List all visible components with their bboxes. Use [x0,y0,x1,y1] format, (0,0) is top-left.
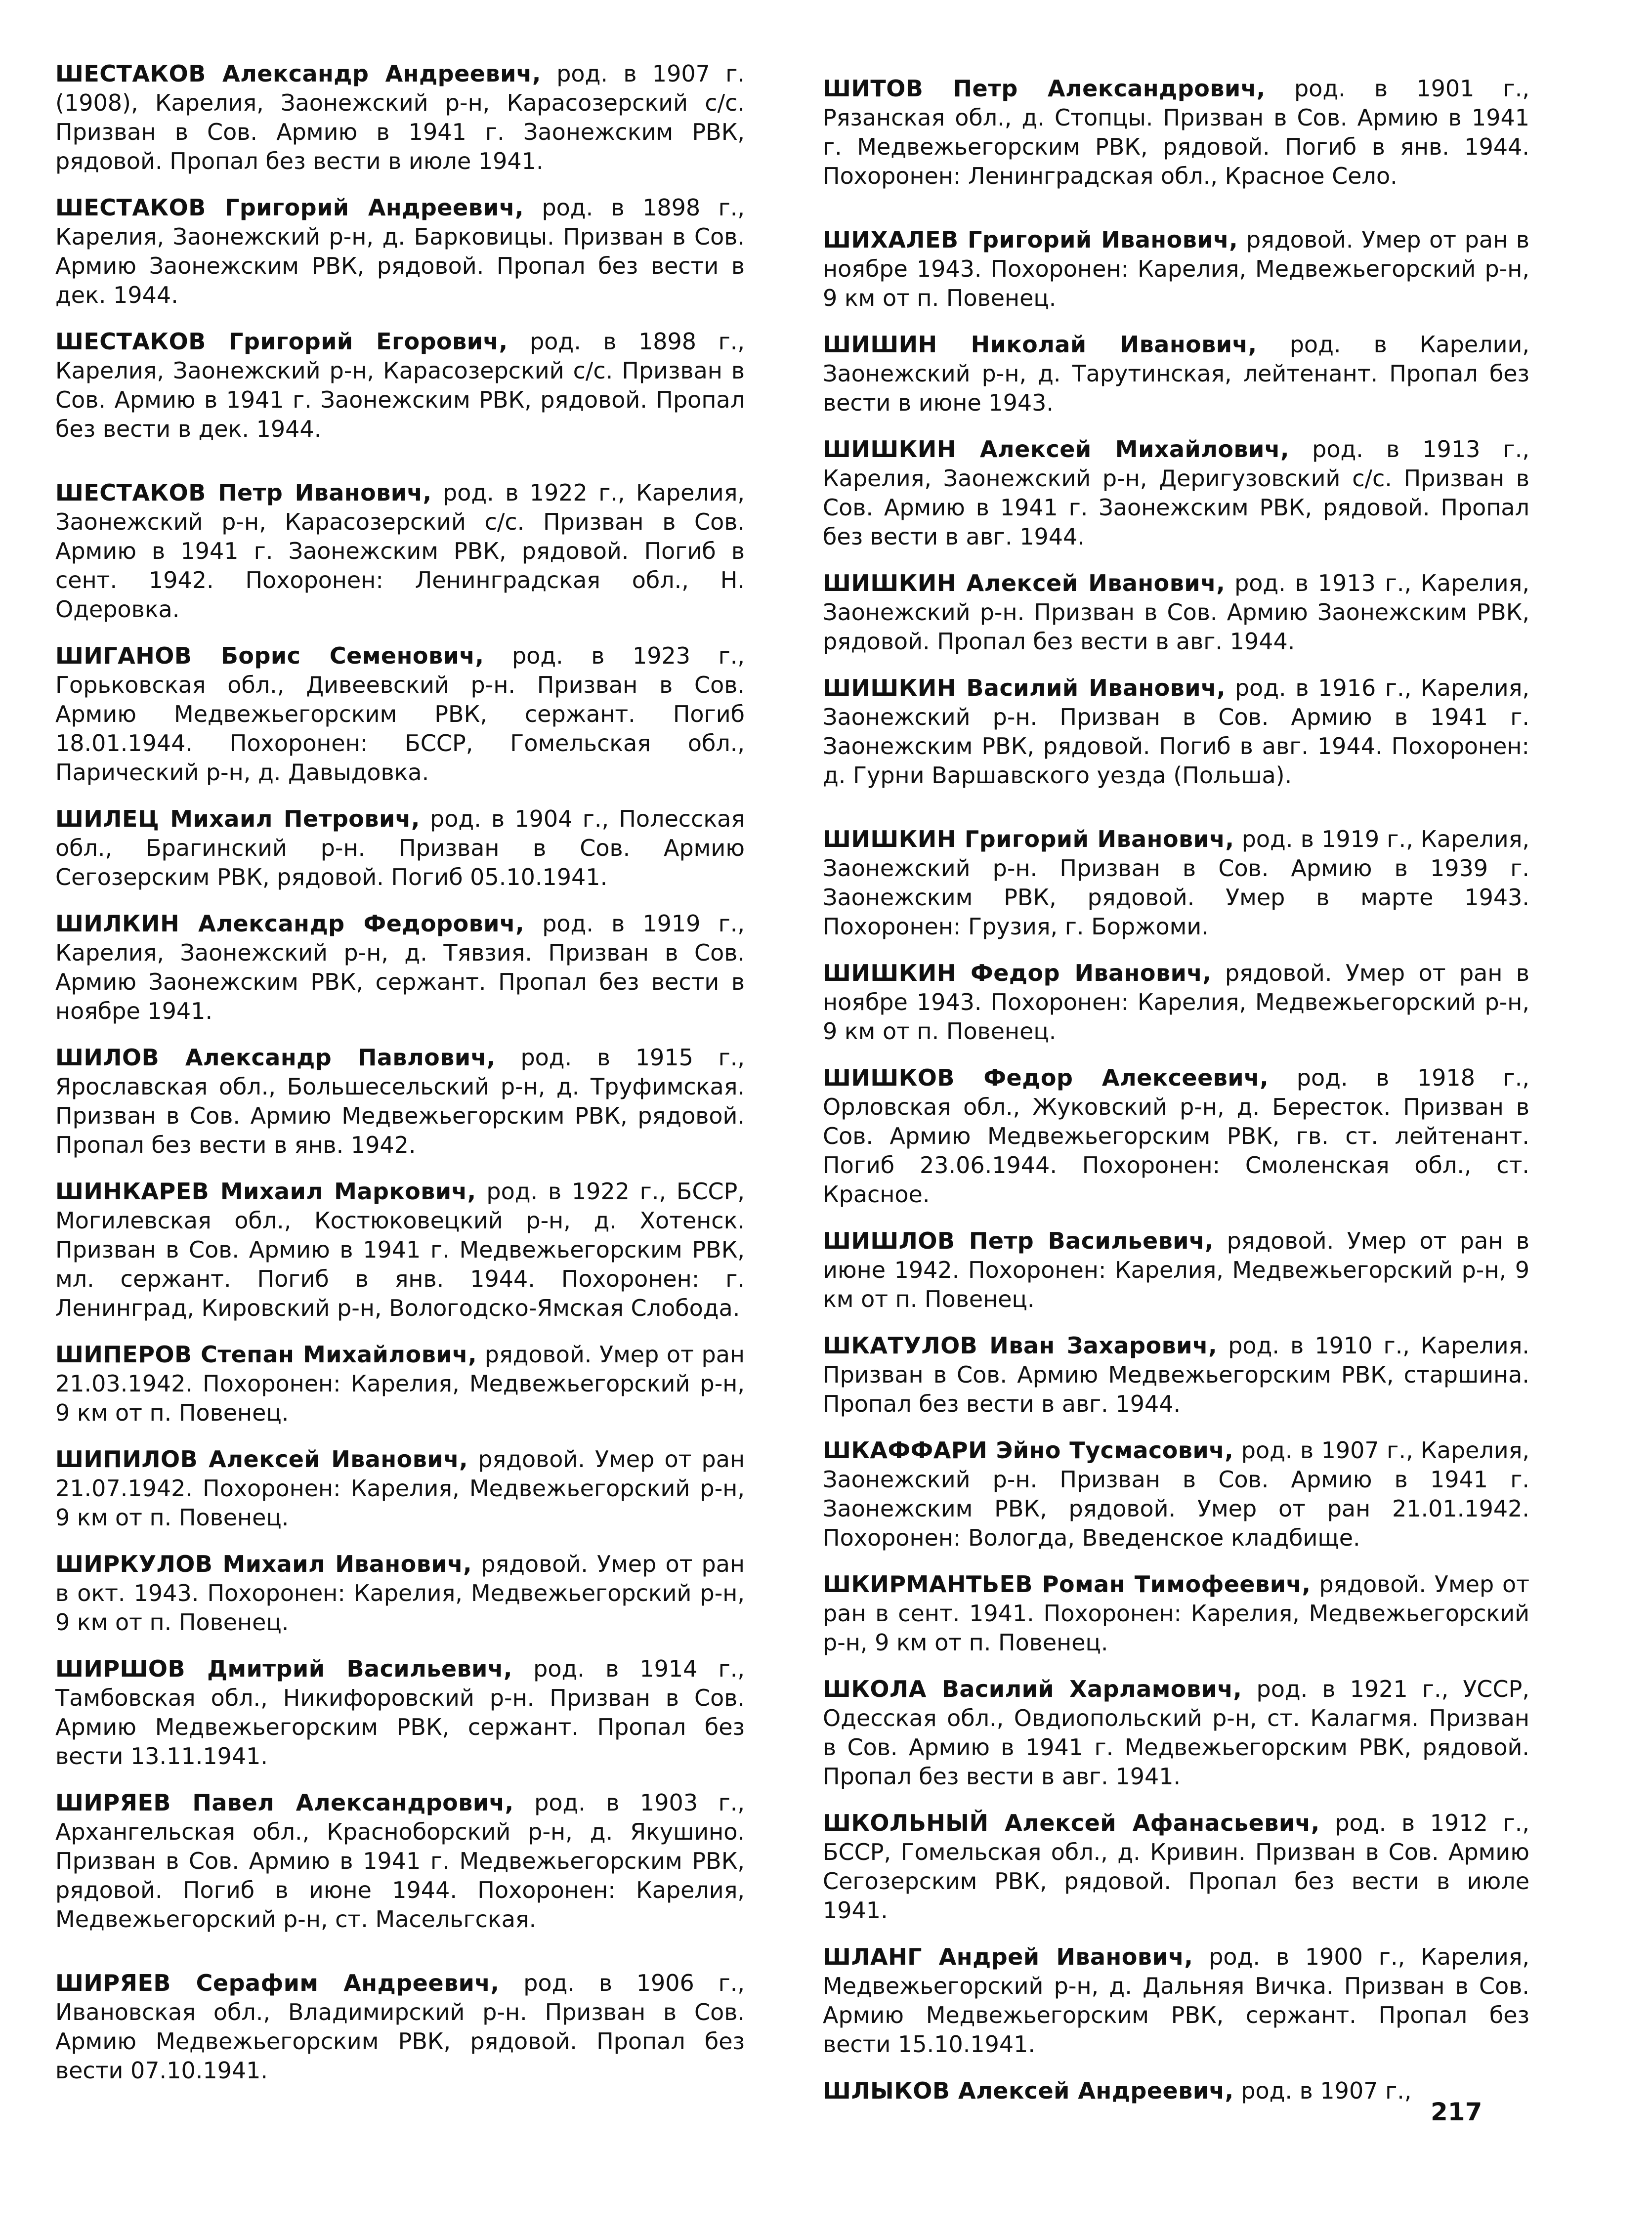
entry-text: род. в 1921 г., УССР, Одесская обл., Овдиопольский р-н, ст. Калагмя. Призван в Сов. Армию в 1941 г. Медвежьегорским РВК, рядовой. Пропал без вести в авг. 1941. [823,1676,1529,1790]
entry [55,1788,745,1934]
entry-text: род. в 1923 г., Горьковская обл., Дивеевский р-н. Призван в Сов. Армию Медвежьегорским РВК, сержант. Погиб 18.01.1944. Похоронен: БССР, Гомельская обл., Паричеcкий р-н, д. Давыдовка. [55,642,745,786]
entry-text: род. в 1907 г., [1241,2077,1412,2104]
entry-text: род. в 1913 г., Карелия, Заонежский р-н, Деригузовский с/с. Призван в Сов. Армию в 1941 г. Заонежским РВК, рядовой. Пропал без вести в авг. 1944. [823,436,1530,550]
entry [823,330,1529,418]
right-column [823,74,1529,2123]
entry [823,959,1529,1046]
entry-text: рядовой. Умер от ран в сент. 1941. Похоронен: Карелия, Медвежьегорский р-н, 9 км от п. Повенец. [823,1571,1529,1656]
entry [823,1942,1529,2059]
entry-name: ШИЛОВ Александр Павлович, [55,1044,496,1071]
entry-name: ШИШКИН Григорий Иванович, [823,826,1234,852]
entry [55,478,745,624]
entry [55,804,745,892]
entry [823,1226,1529,1314]
entry [823,74,1529,191]
entry-text: род. в 1898 г., Карелия, Заонежский р-н, д. Барковицы. Призван в Сов. Армию Заонежским РВК, рядовой. Пропал без вести в дек. 1944. [55,194,745,308]
entry-text: рядовой. Умер от ран в окт. 1943. Похоронен: Карелия, Медвежьегорский р-н, 9 км от п. Повенец. [55,1551,745,1636]
entry-name: ШИШКИН Федор Иванович, [823,960,1212,986]
entry-name: ШЛЫКОВ Алексей Андреевич, [823,2077,1234,2104]
entry [823,1331,1529,1419]
entry-text: род. в Карелии, Заонежский р-н, д. Тарутинская, лейтенант. Пропал без вести в июне 1943. [823,331,1530,416]
entry [823,1675,1529,1791]
left-column [55,59,745,2103]
entry [823,2076,1529,2106]
entry-name: ШЕСТАКОВ Григорий Андреевич, [55,194,524,221]
entry-text: род. в 1906 г., Ивановская обл., Владимирский р-н. Призван в Сов. Армию Медвежьегорским РВК, рядовой. Пропал без вести 07.10.1941. [55,1970,745,2084]
entry-name: ШИРКУЛОВ Михаил Иванович, [55,1551,472,1577]
entry-name: ШКОЛА Василий Харламович, [823,1676,1242,1702]
entry [55,1043,745,1160]
entry [823,1436,1529,1553]
entry-name: ШИШКИН Алексей Михайлович, [823,436,1289,463]
entry-name: ШИПИЛОВ Алексей Иванович, [55,1446,468,1473]
entry-text: рядовой. Умер от ран в июне 1942. Похоронен: Карелия, Медвежьегорский р-н, 9 км от п. Повенец. [823,1227,1529,1312]
entry-name: ШЕСТАКОВ Григорий Егорович, [55,328,508,355]
entry-name: ШЛАНГ Андрей Иванович, [823,1943,1193,1970]
entry-text: род. в 1913 г., Карелия, Заонежский р-н. Призван в Сов. Армию Заонежским РВК, рядовой. Пропал без вести в авг. 1944. [823,570,1529,655]
entry-name: ШИШЛОВ Петр Васильевич, [823,1227,1214,1254]
entry [55,1177,745,1323]
entry-text: род. в 1904 г., Полесская обл., Брагинский р-н. Призван в Сов. Армию Сегозерским РВК, рядовой. Погиб 05.10.1941. [55,805,745,890]
entry [55,59,745,176]
entry-name: ШЕСТАКОВ Петр Иванович, [55,479,432,506]
entry-text: род. в 1898 г., Карелия, Заонежский р-н, Карасозерский с/с. Призван в Сов. Армию в 1941 г. Заонежским РВК, рядовой. Пропал без вести в дек. 1944. [55,328,745,442]
entry [823,435,1529,551]
entry-name: ШЕСТАКОВ Александр Андреевич, [55,60,541,87]
entry [823,569,1529,656]
entry-text: род. в 1907 г., Карелия, Заонежский р-н. Призван в Сов. Армию в 1941 г. Заонежским РВК, рядовой. Умер от ран 21.01.1942. Похоронен: Вологда, Введенское кладбище. [823,1437,1529,1551]
entry [55,1550,745,1637]
entry-name: ШКАФФАРИ Эйно Тусмасович, [823,1437,1234,1464]
entry-name: ШИШИН Николай Иванович, [823,331,1257,358]
entry-text: род. в 1912 г., БССР, Гомельская обл., д. Кривин. Призван в Сов. Армию Сегозерским РВК, рядовой. Пропал без вести в июле 1941. [823,1810,1530,1924]
entry [823,674,1529,790]
entry-text: род. в 1922 г., Карелия, Заонежский р-н, Карасозерский с/с. Призван в Сов. Армию в 1941 г. Заонежским РВК, рядовой. Погиб в сент. 1942. Похоронен: Ленинградская обл., Н. Одеровка. [55,479,745,623]
entry-text: род. в 1919 г., Карелия, Заонежский р-н. Призван в Сов. Армию в 1939 г. Заонежским РВК, рядовой. Умер в марте 1943. Похоронен: Грузия, г. Боржоми. [823,826,1529,940]
entry-text: род. в 1901 г., Рязанская обл., д. Стопцы. Призван в Сов. Армию в 1941 г. Медвежьегорским РВК, рядовой. Погиб в янв. 1944. Похоронен: Ленинградская обл., Красное Село. [823,75,1529,189]
entry-name: ШИГАНОВ Борис Семенович, [55,642,484,669]
entry-text: род. в 1916 г., Карелия, Заонежский р-н. Призван в Сов. Армию в 1941 г. Заонежским РВК, рядовой. Погиб в авг. 1944. Похоронен: д. Гурни Варшавского уезда (Польша). [823,674,1529,789]
entry [55,327,745,444]
entry [823,225,1529,313]
entry-text: род. в 1922 г., БССР, Могилевская обл., Костюковецкий р-н, д. Хотенск. Призван в Сов. Армию в 1941 г. Медвежьегорским РВК, мл. сержант. Погиб в янв. 1944. Похоронен: г. Ленинград, Кировский р-н, Вологодско-Ямская Слобода. [55,1178,745,1321]
entry-name: ШКОЛЬНЫЙ Алексей Афанасьевич, [823,1810,1320,1836]
entry-text: род. в 1914 г., Тамбовская обл., Никифоровский р-н. Призван в Сов. Армию Медвежьегорским РВК, сержант. Пропал без вести 13.11.1941. [55,1655,745,1770]
entry [55,909,745,1026]
entry-text: род. в 1900 г., Карелия, Медвежьегорский р-н, д. Дальняя Вичка. Призван в Сов. Армию Медвежьегорским РВК, сержант. Пропал без вести 15.10.1941. [823,1943,1530,2058]
entry-text: род. в 1915 г., Ярославская обл., Большесельский р-н, д. Труфимская. Призван в Сов. Армию Медвежьегорским РВК, рядовой. Пропал без вести в янв. 1942. [55,1044,745,1158]
entry-name: ШИНКАРЕВ Михаил Маркович, [55,1178,476,1205]
entry-text: род. в 1918 г., Орловская обл., Жуковский р-н, д. Бересток. Призван в Сов. Армию Медвежьегорским РВК, гв. ст. лейтенант. Погиб 23.06.1944. Похоронен: Смоленская обл., ст. Красное. [823,1064,1529,1208]
entry [55,1340,745,1428]
entry [823,1809,1529,1925]
entry-name: ШИШКОВ Федор Алексеевич, [823,1064,1269,1091]
page-number: 217 [1431,2098,1483,2126]
entry [823,825,1529,941]
entry-name: ШИРЯЕВ Павел Александрович, [55,1789,514,1816]
entry-name: ШКАТУЛОВ Иван Захарович, [823,1332,1218,1359]
entry-name: ШИЛКИН Александр Федорович, [55,910,525,937]
entry [823,1063,1529,1209]
entry [55,1445,745,1532]
entry-name: ШИШКИН Алексей Иванович, [823,570,1226,596]
entry-name: ШКИРМАНТЬЕВ Роман Тимофеевич, [823,1571,1311,1598]
entry [55,1654,745,1771]
entry-name: ШИРЯЕВ Серафим Андреевич, [55,1970,500,1996]
entry [55,641,745,787]
entry-text: рядовой. Умер от ран 21.03.1942. Похоронен: Карелия, Медвежьегорский р-н, 9 км от п. Повенец. [55,1341,745,1426]
entry-text: рядовой. Умер от ран 21.07.1942. Похоронен: Карелия, Медвежьегорский р-н, 9 км от п. Повенец. [55,1446,745,1531]
entry-name: ШИШКИН Василий Иванович, [823,674,1226,701]
entry-text: рядовой. Умер от ран в ноябре 1943. Похоронен: Карелия, Медвежьегорский р-н, 9 км от п. Повенец. [823,960,1530,1045]
entry-name: ШИХАЛЕВ Григорий Иванович, [823,226,1238,253]
entry-name: ШИЛЕЦ Михаил Петрович, [55,805,420,832]
entry-text: род. в 1919 г., Карелия, Заонежский р-н, д. Тявзия. Призван в Сов. Армию Заонежским РВК, сержант. Пропал без вести в ноябре 1941. [55,910,745,1024]
entry-text: род. в 1903 г., Архангельская обл., Красноборский р-н, д. Якушино. Призван в Сов. Армию в 1941 г. Медвежьегорским РВК, рядовой. Погиб в июне 1944. Похоронен: Карелия, Медвежьегорский р-н, ст. Масельгская. [55,1789,745,1933]
entry [55,1969,745,2085]
entry [823,1570,1529,1657]
entry [55,193,745,310]
entry-text: род. в 1907 г. (1908), Карелия, Заонежский р-н, Карасозерский с/с. Призван в Сов. Армию в 1941 г. Заонежским РВК, рядовой. Пропал без вести в июле 1941. [55,60,745,174]
entry-name: ШИПЕРОВ Степан Михайлович, [55,1341,477,1368]
entry-name: ШИТОВ Петр Александрович, [823,75,1266,102]
entry-name: ШИРШОВ Дмитрий Васильевич, [55,1655,512,1682]
entry-text: рядовой. Умер от ран в ноябре 1943. Похоронен: Карелия, Медвежьегорский р-н, 9 км от п. Повенец. [823,226,1530,311]
entry-text: род. в 1910 г., Карелия. Призван в Сов. Армию Медвежьегорским РВК, старшина. Пропал без вести в авг. 1944. [823,1332,1529,1417]
